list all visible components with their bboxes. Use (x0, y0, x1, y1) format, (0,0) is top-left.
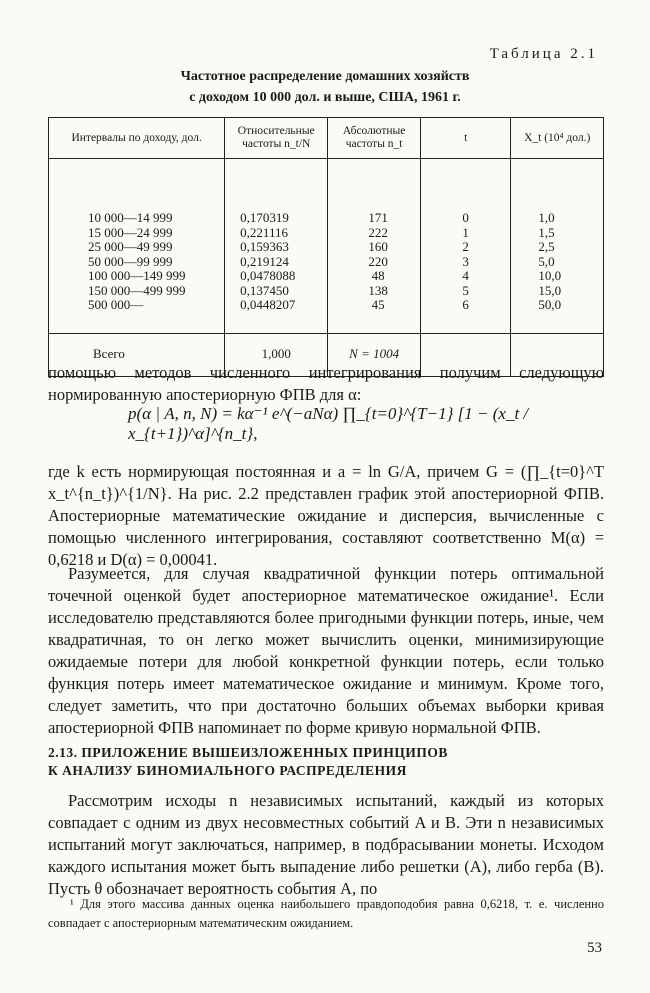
relative-cell: 0,221116 (240, 224, 288, 240)
t-cell: 4 (462, 268, 469, 283)
t-cell: 3 (462, 253, 469, 269)
x-cell: 15,0 (538, 282, 562, 298)
interval-cell: 25 000—49 999 (88, 239, 173, 254)
t-cell: 5 (462, 282, 469, 298)
interval-cell: 10 000—14 999 (88, 210, 173, 225)
header-absolute: Абсолютные частоты n_t (328, 118, 421, 159)
absolute-cell: 160 (368, 239, 388, 254)
x-cell: 1,5 (538, 224, 555, 240)
paragraph-2: где k есть нормирующая постоянная и a = ln G/A, причем G = (∏_{t=0}^T x_t^{n_t})^{1/N}. На рис. 2.2 представлен график этой апостериорной ФПВ. Апостериорные математические ожидание и дисперсия, вычисленные с помощью численного интегрирования, составляют соответственно M(α) = 0,6218 и D(α) = 0,00041. (48, 462, 604, 569)
x-cell: 2,5 (538, 239, 555, 254)
absolute-cell: 48 (371, 268, 385, 283)
table-caption-line1: Частотное распределение домашних хозяйств (180, 69, 470, 84)
total-relative: 1,000 (225, 333, 328, 376)
absolute-cell: 138 (368, 282, 388, 298)
posterior-formula: p(α | A, n, N) = kα⁻¹ e^(−aNα) ∏_{t=0}^{T−1} [1 − (x_t / x_{t+1})^α]^{n_t}, (128, 404, 529, 443)
header-intervals: Интервалы по доходу, дол. (49, 118, 225, 159)
absolute-cell: 45 (371, 297, 385, 312)
page-number: 53 (587, 940, 602, 956)
t-column (420, 159, 510, 334)
absolute-column (328, 159, 421, 334)
interval-cell: 100 000—149 999 (88, 268, 186, 283)
table-label: Таблица 2.1 (489, 46, 598, 62)
table-caption-line2: с доходом 10 000 дол. и выше, США, 1961 г. (189, 90, 461, 105)
table-data-block (49, 159, 604, 334)
section-title (48, 744, 448, 780)
header-relative: Относительные частоты n_t/N (225, 118, 328, 159)
t-cell: 2 (462, 239, 469, 254)
absolute-cell: 222 (368, 224, 388, 240)
x-cell: 1,0 (538, 210, 555, 225)
paragraph-3: Разумеется, для случая квадратичной функции потерь оптимальной точечной оценкой будет апостериорное математическое ожидание¹. Если исследователю представляются более пригодными функции потерь, иные, чем квадратичная, то он легко может вычислить оценки, минимизирующие ожидаемые потери для любой конкретной функции потерь, если только функция потерь имеет математическое ожидание и минимум. Кроме того, следует заметить, что при достаточно больших объемах выборки кривая апостериорной ФПВ напоминает по форме кривую нормальной ФПВ. (48, 564, 604, 737)
relative-cell: 0,0448207 (240, 297, 296, 312)
interval-cell: 15 000—24 999 (88, 224, 173, 240)
t-cell: 6 (462, 297, 469, 312)
x-cell: 5,0 (538, 253, 555, 269)
total-label: Всего (93, 346, 125, 362)
x-cell: 50,0 (538, 297, 562, 312)
intervals-column (49, 159, 225, 334)
section-title-line1: 2.13. ПРИЛОЖЕНИЕ ВЫШЕИЗЛОЖЕННЫХ ПРИНЦИПОВ (48, 745, 448, 760)
t-cell: 0 (462, 210, 469, 225)
x-column (511, 159, 604, 334)
absolute-cell: 171 (368, 210, 388, 225)
footnote: ¹ Для этого массива данных оценка наибольшего правдоподобия равна 0,6218, т. е. численно совпадает с апостериорным математическим ожиданием. (48, 897, 604, 930)
paragraph-1: помощью методов численного интегрирования получим следующую нормированную апостериорную ФПВ для α: (48, 363, 604, 404)
relative-cell: 0,159363 (240, 239, 289, 254)
t-cell: 1 (462, 224, 469, 240)
relative-cell: 0,219124 (240, 253, 289, 269)
relative-cell: 0,170319 (240, 210, 289, 225)
income-distribution-table (48, 117, 604, 377)
relative-column (225, 159, 328, 334)
total-absolute: N = 1004 (328, 333, 421, 376)
header-t: t (420, 118, 510, 159)
relative-cell: 0,137450 (240, 282, 289, 298)
section-title-line2: К АНАЛИЗУ БИНОМИАЛЬНОГО РАСПРЕДЕЛЕНИЯ (48, 763, 407, 778)
interval-cell: 500 000— (88, 297, 144, 312)
x-cell: 10,0 (538, 268, 562, 283)
absolute-cell: 220 (368, 253, 388, 269)
paragraph-4: Рассмотрим исходы n независимых испытаний, каждый из которых совпадает с одним из двух несовместных событий A и B. Эти n независимых испытаний могут заключаться, например, в подбрасывании монеты. Исходом каждого испытания может быть выпадение либо решетки (A), либо герба (B). Пусть θ обозначает вероятность события A, по (48, 791, 604, 898)
header-x: X_t (10⁴ дол.) (511, 118, 604, 159)
table-header-row (49, 118, 604, 159)
relative-cell: 0,0478088 (240, 268, 296, 283)
interval-cell: 150 000—499 999 (88, 282, 186, 298)
interval-cell: 50 000—99 999 (88, 253, 173, 269)
